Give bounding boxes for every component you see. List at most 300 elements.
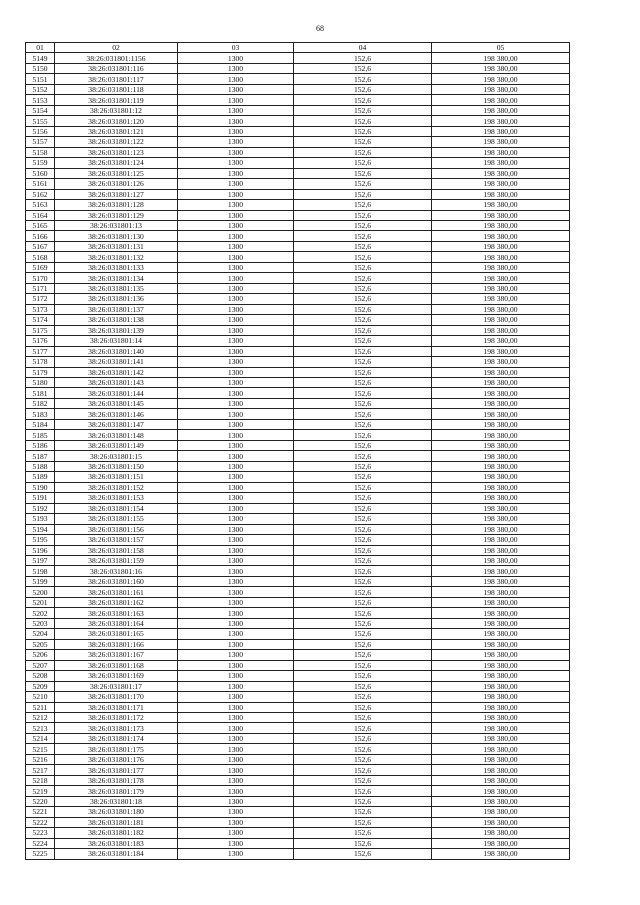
column-header-01: 01 xyxy=(26,43,55,53)
value-cell-03: 1300 xyxy=(178,336,294,346)
table-row xyxy=(26,398,570,408)
value-cell-04: 152,6 xyxy=(294,294,432,304)
value-cell-04: 152,6 xyxy=(294,451,432,461)
amount-cell: 198 380,00 xyxy=(432,137,570,147)
table-row xyxy=(26,681,570,691)
table-row xyxy=(26,545,570,555)
table-row xyxy=(26,189,570,199)
value-cell-04: 152,6 xyxy=(294,744,432,754)
value-cell-04: 152,6 xyxy=(294,650,432,660)
value-cell-04: 152,6 xyxy=(294,849,432,859)
cadastral-number-cell: 38:26:031801:134 xyxy=(55,273,178,283)
value-cell-04: 152,6 xyxy=(294,639,432,649)
table-row xyxy=(26,639,570,649)
table-row xyxy=(26,828,570,838)
amount-cell: 198 380,00 xyxy=(432,566,570,576)
value-cell-04: 152,6 xyxy=(294,618,432,628)
value-cell-03: 1300 xyxy=(178,95,294,105)
row-number-cell: 5175 xyxy=(26,325,55,335)
value-cell-03: 1300 xyxy=(178,231,294,241)
row-number-cell: 5214 xyxy=(26,733,55,743)
row-number-cell: 5159 xyxy=(26,158,55,168)
amount-cell: 198 380,00 xyxy=(432,576,570,586)
amount-cell: 198 380,00 xyxy=(432,116,570,126)
amount-cell: 198 380,00 xyxy=(432,786,570,796)
table-row xyxy=(26,692,570,702)
value-cell-03: 1300 xyxy=(178,493,294,503)
value-cell-04: 152,6 xyxy=(294,220,432,230)
row-number-cell: 5181 xyxy=(26,388,55,398)
cadastral-number-cell: 38:26:031801:171 xyxy=(55,702,178,712)
value-cell-03: 1300 xyxy=(178,849,294,859)
table-row xyxy=(26,786,570,796)
table-row xyxy=(26,84,570,94)
cadastral-number-cell: 38:26:031801:127 xyxy=(55,189,178,199)
cadastral-number-cell: 38:26:031801:137 xyxy=(55,304,178,314)
row-number-cell: 5154 xyxy=(26,105,55,115)
row-number-cell: 5206 xyxy=(26,650,55,660)
row-number-cell: 5216 xyxy=(26,754,55,764)
row-number-cell: 5152 xyxy=(26,84,55,94)
value-cell-03: 1300 xyxy=(178,440,294,450)
cadastral-number-cell: 38:26:031801:158 xyxy=(55,545,178,555)
amount-cell: 198 380,00 xyxy=(432,608,570,618)
row-number-cell: 5195 xyxy=(26,535,55,545)
row-number-cell: 5164 xyxy=(26,210,55,220)
amount-cell: 198 380,00 xyxy=(432,597,570,607)
table-row xyxy=(26,168,570,178)
value-cell-04: 152,6 xyxy=(294,514,432,524)
table-row xyxy=(26,388,570,398)
row-number-cell: 5210 xyxy=(26,692,55,702)
cadastral-number-cell: 38:26:031801:132 xyxy=(55,252,178,262)
amount-cell: 198 380,00 xyxy=(432,838,570,848)
row-number-cell: 5166 xyxy=(26,231,55,241)
cadastral-number-cell: 38:26:031801:154 xyxy=(55,503,178,513)
value-cell-03: 1300 xyxy=(178,702,294,712)
row-number-cell: 5188 xyxy=(26,461,55,471)
amount-cell: 198 380,00 xyxy=(432,262,570,272)
registry-table xyxy=(25,42,570,860)
value-cell-03: 1300 xyxy=(178,116,294,126)
value-cell-03: 1300 xyxy=(178,325,294,335)
cadastral-number-cell: 38:26:031801:164 xyxy=(55,618,178,628)
value-cell-04: 152,6 xyxy=(294,336,432,346)
table-body xyxy=(26,53,570,859)
value-cell-03: 1300 xyxy=(178,733,294,743)
table-row xyxy=(26,262,570,272)
cadastral-number-cell: 38:26:031801:165 xyxy=(55,629,178,639)
cadastral-number-cell: 38:26:031801:179 xyxy=(55,786,178,796)
value-cell-03: 1300 xyxy=(178,503,294,513)
value-cell-03: 1300 xyxy=(178,252,294,262)
value-cell-03: 1300 xyxy=(178,294,294,304)
value-cell-04: 152,6 xyxy=(294,325,432,335)
value-cell-03: 1300 xyxy=(178,346,294,356)
value-cell-03: 1300 xyxy=(178,587,294,597)
table-row xyxy=(26,461,570,471)
value-cell-04: 152,6 xyxy=(294,817,432,827)
amount-cell: 198 380,00 xyxy=(432,535,570,545)
value-cell-04: 152,6 xyxy=(294,315,432,325)
amount-cell: 198 380,00 xyxy=(432,200,570,210)
amount-cell: 198 380,00 xyxy=(432,189,570,199)
cadastral-number-cell: 38:26:031801:116 xyxy=(55,63,178,73)
value-cell-03: 1300 xyxy=(178,472,294,482)
table-row xyxy=(26,357,570,367)
row-number-cell: 5205 xyxy=(26,639,55,649)
cadastral-number-cell: 38:26:031801:14 xyxy=(55,336,178,346)
row-number-cell: 5179 xyxy=(26,367,55,377)
amount-cell: 198 380,00 xyxy=(432,325,570,335)
amount-cell: 198 380,00 xyxy=(432,74,570,84)
value-cell-03: 1300 xyxy=(178,419,294,429)
value-cell-04: 152,6 xyxy=(294,158,432,168)
row-number-cell: 5208 xyxy=(26,671,55,681)
cadastral-number-cell: 38:26:031801:145 xyxy=(55,398,178,408)
value-cell-04: 152,6 xyxy=(294,63,432,73)
value-cell-03: 1300 xyxy=(178,545,294,555)
amount-cell: 198 380,00 xyxy=(432,639,570,649)
value-cell-03: 1300 xyxy=(178,210,294,220)
value-cell-04: 152,6 xyxy=(294,754,432,764)
value-cell-04: 152,6 xyxy=(294,168,432,178)
row-number-cell: 5196 xyxy=(26,545,55,555)
table-row xyxy=(26,241,570,251)
row-number-cell: 5162 xyxy=(26,189,55,199)
value-cell-03: 1300 xyxy=(178,660,294,670)
value-cell-04: 152,6 xyxy=(294,524,432,534)
row-number-cell: 5204 xyxy=(26,629,55,639)
row-number-cell: 5187 xyxy=(26,451,55,461)
table-row xyxy=(26,618,570,628)
value-cell-04: 152,6 xyxy=(294,378,432,388)
value-cell-03: 1300 xyxy=(178,597,294,607)
amount-cell: 198 380,00 xyxy=(432,430,570,440)
cadastral-number-cell: 38:26:031801:175 xyxy=(55,744,178,754)
value-cell-04: 152,6 xyxy=(294,629,432,639)
amount-cell: 198 380,00 xyxy=(432,398,570,408)
table-row xyxy=(26,838,570,848)
cadastral-number-cell: 38:26:031801:152 xyxy=(55,482,178,492)
cadastral-number-cell: 38:26:031801:131 xyxy=(55,241,178,251)
table-row xyxy=(26,325,570,335)
page-number: 68 xyxy=(316,24,324,33)
cadastral-number-cell: 38:26:031801:155 xyxy=(55,514,178,524)
value-cell-03: 1300 xyxy=(178,220,294,230)
amount-cell: 198 380,00 xyxy=(432,650,570,660)
table-row xyxy=(26,74,570,84)
table-row xyxy=(26,754,570,764)
cadastral-number-cell: 38:26:031801:170 xyxy=(55,692,178,702)
amount-cell: 198 380,00 xyxy=(432,84,570,94)
header-row xyxy=(26,43,570,53)
cadastral-number-cell: 38:26:031801:176 xyxy=(55,754,178,764)
row-number-cell: 5182 xyxy=(26,398,55,408)
table-row xyxy=(26,650,570,660)
amount-cell: 198 380,00 xyxy=(432,765,570,775)
table-row xyxy=(26,587,570,597)
value-cell-03: 1300 xyxy=(178,304,294,314)
table-header xyxy=(26,43,570,53)
table-row xyxy=(26,849,570,859)
value-cell-03: 1300 xyxy=(178,639,294,649)
cadastral-number-cell: 38:26:031801:184 xyxy=(55,849,178,859)
row-number-cell: 5185 xyxy=(26,430,55,440)
amount-cell: 198 380,00 xyxy=(432,514,570,524)
amount-cell: 198 380,00 xyxy=(432,357,570,367)
row-number-cell: 5156 xyxy=(26,126,55,136)
cadastral-number-cell: 38:26:031801:169 xyxy=(55,671,178,681)
row-number-cell: 5201 xyxy=(26,597,55,607)
value-cell-03: 1300 xyxy=(178,189,294,199)
amount-cell: 198 380,00 xyxy=(432,744,570,754)
value-cell-03: 1300 xyxy=(178,367,294,377)
row-number-cell: 5222 xyxy=(26,817,55,827)
value-cell-04: 152,6 xyxy=(294,807,432,817)
row-number-cell: 5197 xyxy=(26,555,55,565)
cadastral-number-cell: 38:26:031801:117 xyxy=(55,74,178,84)
cadastral-number-cell: 38:26:031801:151 xyxy=(55,472,178,482)
row-number-cell: 5160 xyxy=(26,168,55,178)
table-row xyxy=(26,576,570,586)
row-number-cell: 5167 xyxy=(26,241,55,251)
row-number-cell: 5202 xyxy=(26,608,55,618)
value-cell-04: 152,6 xyxy=(294,765,432,775)
value-cell-04: 152,6 xyxy=(294,660,432,670)
value-cell-03: 1300 xyxy=(178,158,294,168)
cadastral-number-cell: 38:26:031801:124 xyxy=(55,158,178,168)
value-cell-03: 1300 xyxy=(178,137,294,147)
table-row xyxy=(26,482,570,492)
table-row xyxy=(26,231,570,241)
amount-cell: 198 380,00 xyxy=(432,482,570,492)
row-number-cell: 5217 xyxy=(26,765,55,775)
value-cell-03: 1300 xyxy=(178,514,294,524)
value-cell-04: 152,6 xyxy=(294,95,432,105)
amount-cell: 198 380,00 xyxy=(432,158,570,168)
value-cell-03: 1300 xyxy=(178,650,294,660)
value-cell-03: 1300 xyxy=(178,775,294,785)
row-number-cell: 5171 xyxy=(26,283,55,293)
amount-cell: 198 380,00 xyxy=(432,555,570,565)
cadastral-number-cell: 38:26:031801:136 xyxy=(55,294,178,304)
amount-cell: 198 380,00 xyxy=(432,294,570,304)
cadastral-number-cell: 38:26:031801:178 xyxy=(55,775,178,785)
row-number-cell: 5209 xyxy=(26,681,55,691)
row-number-cell: 5153 xyxy=(26,95,55,105)
cadastral-number-cell: 38:26:031801:162 xyxy=(55,597,178,607)
value-cell-03: 1300 xyxy=(178,817,294,827)
row-number-cell: 5180 xyxy=(26,378,55,388)
value-cell-04: 152,6 xyxy=(294,681,432,691)
cadastral-number-cell: 38:26:031801:149 xyxy=(55,440,178,450)
table-row xyxy=(26,63,570,73)
value-cell-04: 152,6 xyxy=(294,430,432,440)
cadastral-number-cell: 38:26:031801:18 xyxy=(55,796,178,806)
value-cell-04: 152,6 xyxy=(294,419,432,429)
value-cell-04: 152,6 xyxy=(294,388,432,398)
row-number-cell: 5165 xyxy=(26,220,55,230)
row-number-cell: 5155 xyxy=(26,116,55,126)
table-row xyxy=(26,430,570,440)
table-row xyxy=(26,629,570,639)
value-cell-04: 152,6 xyxy=(294,461,432,471)
table-row xyxy=(26,807,570,817)
value-cell-03: 1300 xyxy=(178,315,294,325)
value-cell-03: 1300 xyxy=(178,807,294,817)
row-number-cell: 5207 xyxy=(26,660,55,670)
amount-cell: 198 380,00 xyxy=(432,817,570,827)
amount-cell: 198 380,00 xyxy=(432,503,570,513)
row-number-cell: 5194 xyxy=(26,524,55,534)
row-number-cell: 5199 xyxy=(26,576,55,586)
table-row xyxy=(26,555,570,565)
table-row xyxy=(26,503,570,513)
row-number-cell: 5219 xyxy=(26,786,55,796)
value-cell-04: 152,6 xyxy=(294,409,432,419)
table-row xyxy=(26,336,570,346)
table-row xyxy=(26,723,570,733)
table-row xyxy=(26,493,570,503)
row-number-cell: 5191 xyxy=(26,493,55,503)
value-cell-04: 152,6 xyxy=(294,786,432,796)
value-cell-03: 1300 xyxy=(178,681,294,691)
table-row xyxy=(26,252,570,262)
cadastral-number-cell: 38:26:031801:1156 xyxy=(55,53,178,63)
value-cell-04: 152,6 xyxy=(294,545,432,555)
cadastral-number-cell: 38:26:031801:133 xyxy=(55,262,178,272)
amount-cell: 198 380,00 xyxy=(432,95,570,105)
value-cell-04: 152,6 xyxy=(294,587,432,597)
value-cell-04: 152,6 xyxy=(294,84,432,94)
value-cell-04: 152,6 xyxy=(294,838,432,848)
amount-cell: 198 380,00 xyxy=(432,367,570,377)
cadastral-number-cell: 38:26:031801:122 xyxy=(55,137,178,147)
value-cell-03: 1300 xyxy=(178,74,294,84)
value-cell-04: 152,6 xyxy=(294,262,432,272)
value-cell-03: 1300 xyxy=(178,618,294,628)
row-number-cell: 5213 xyxy=(26,723,55,733)
value-cell-03: 1300 xyxy=(178,398,294,408)
amount-cell: 198 380,00 xyxy=(432,388,570,398)
value-cell-04: 152,6 xyxy=(294,189,432,199)
cadastral-number-cell: 38:26:031801:17 xyxy=(55,681,178,691)
value-cell-04: 152,6 xyxy=(294,283,432,293)
value-cell-04: 152,6 xyxy=(294,105,432,115)
amount-cell: 198 380,00 xyxy=(432,713,570,723)
amount-cell: 198 380,00 xyxy=(432,252,570,262)
cadastral-number-cell: 38:26:031801:125 xyxy=(55,168,178,178)
table-row xyxy=(26,179,570,189)
amount-cell: 198 380,00 xyxy=(432,126,570,136)
value-cell-04: 152,6 xyxy=(294,367,432,377)
value-cell-04: 152,6 xyxy=(294,53,432,63)
cadastral-number-cell: 38:26:031801:153 xyxy=(55,493,178,503)
row-number-cell: 5177 xyxy=(26,346,55,356)
row-number-cell: 5189 xyxy=(26,472,55,482)
table-row xyxy=(26,283,570,293)
table-row xyxy=(26,535,570,545)
value-cell-03: 1300 xyxy=(178,482,294,492)
table-row xyxy=(26,419,570,429)
row-number-cell: 5161 xyxy=(26,179,55,189)
value-cell-04: 152,6 xyxy=(294,692,432,702)
cadastral-number-cell: 38:26:031801:16 xyxy=(55,566,178,576)
cadastral-number-cell: 38:26:031801:172 xyxy=(55,713,178,723)
value-cell-03: 1300 xyxy=(178,84,294,94)
value-cell-04: 152,6 xyxy=(294,200,432,210)
cadastral-number-cell: 38:26:031801:159 xyxy=(55,555,178,565)
cadastral-number-cell: 38:26:031801:12 xyxy=(55,105,178,115)
value-cell-03: 1300 xyxy=(178,744,294,754)
cadastral-number-cell: 38:26:031801:177 xyxy=(55,765,178,775)
cadastral-number-cell: 38:26:031801:183 xyxy=(55,838,178,848)
amount-cell: 198 380,00 xyxy=(432,660,570,670)
table-row xyxy=(26,126,570,136)
value-cell-03: 1300 xyxy=(178,105,294,115)
cadastral-number-cell: 38:26:031801:129 xyxy=(55,210,178,220)
value-cell-03: 1300 xyxy=(178,555,294,565)
cadastral-number-cell: 38:26:031801:13 xyxy=(55,220,178,230)
row-number-cell: 5200 xyxy=(26,587,55,597)
amount-cell: 198 380,00 xyxy=(432,315,570,325)
row-number-cell: 5220 xyxy=(26,796,55,806)
amount-cell: 198 380,00 xyxy=(432,241,570,251)
cadastral-number-cell: 38:26:031801:146 xyxy=(55,409,178,419)
value-cell-03: 1300 xyxy=(178,838,294,848)
value-cell-03: 1300 xyxy=(178,566,294,576)
cadastral-number-cell: 38:26:031801:182 xyxy=(55,828,178,838)
value-cell-03: 1300 xyxy=(178,765,294,775)
table-row xyxy=(26,713,570,723)
value-cell-03: 1300 xyxy=(178,461,294,471)
table-row xyxy=(26,304,570,314)
row-number-cell: 5223 xyxy=(26,828,55,838)
value-cell-04: 152,6 xyxy=(294,775,432,785)
row-number-cell: 5193 xyxy=(26,514,55,524)
table-row xyxy=(26,200,570,210)
amount-cell: 198 380,00 xyxy=(432,336,570,346)
table-row xyxy=(26,733,570,743)
value-cell-04: 152,6 xyxy=(294,147,432,157)
table-row xyxy=(26,367,570,377)
row-number-cell: 5158 xyxy=(26,147,55,157)
row-number-cell: 5225 xyxy=(26,849,55,859)
cadastral-number-cell: 38:26:031801:163 xyxy=(55,608,178,618)
table-row xyxy=(26,451,570,461)
value-cell-03: 1300 xyxy=(178,409,294,419)
cadastral-number-cell: 38:26:031801:142 xyxy=(55,367,178,377)
table-row xyxy=(26,378,570,388)
value-cell-04: 152,6 xyxy=(294,398,432,408)
value-cell-04: 152,6 xyxy=(294,346,432,356)
value-cell-04: 152,6 xyxy=(294,576,432,586)
row-number-cell: 5190 xyxy=(26,482,55,492)
row-number-cell: 5218 xyxy=(26,775,55,785)
row-number-cell: 5198 xyxy=(26,566,55,576)
amount-cell: 198 380,00 xyxy=(432,210,570,220)
amount-cell: 198 380,00 xyxy=(432,63,570,73)
cadastral-number-cell: 38:26:031801:150 xyxy=(55,461,178,471)
cadastral-number-cell: 38:26:031801:181 xyxy=(55,817,178,827)
amount-cell: 198 380,00 xyxy=(432,283,570,293)
row-number-cell: 5211 xyxy=(26,702,55,712)
value-cell-03: 1300 xyxy=(178,378,294,388)
table-row xyxy=(26,744,570,754)
table-row xyxy=(26,775,570,785)
table-row xyxy=(26,566,570,576)
